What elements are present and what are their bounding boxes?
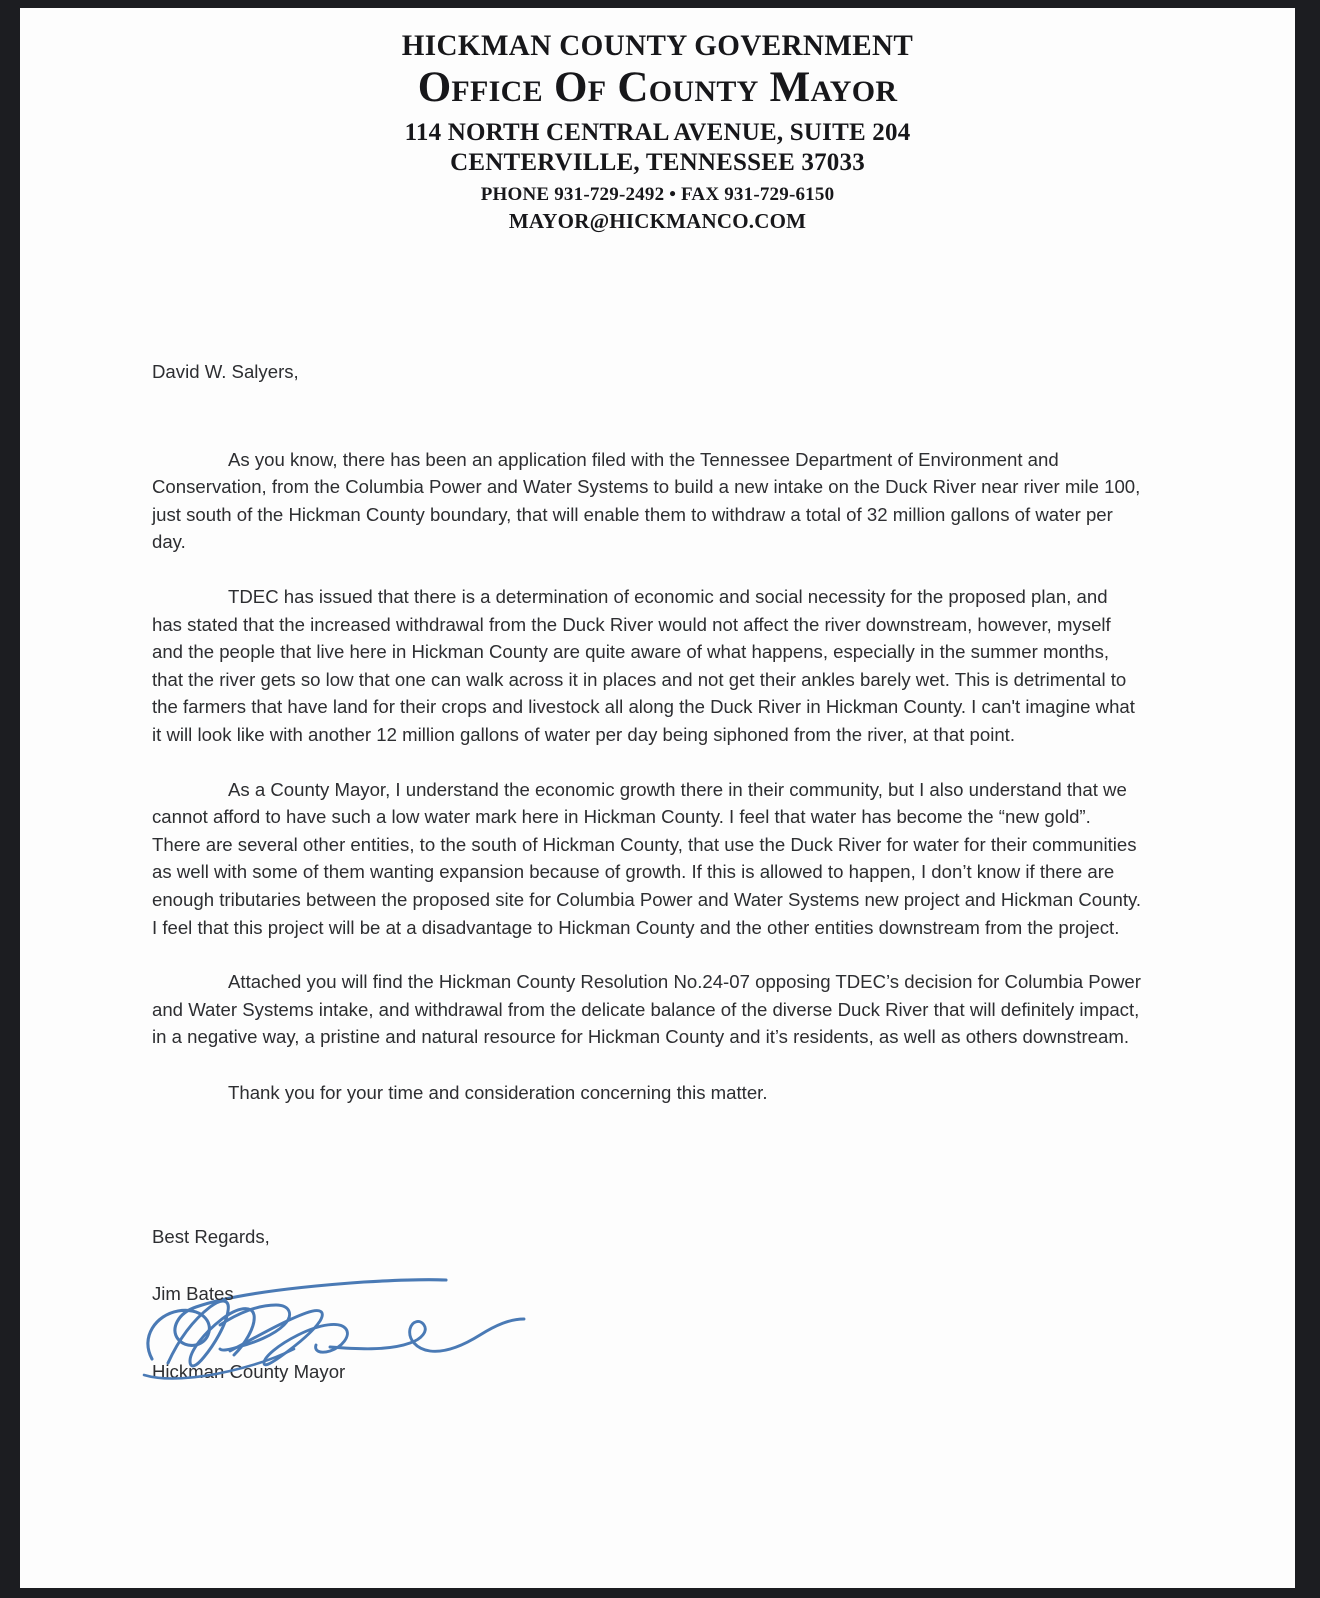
body-paragraph-3: As a County Mayor, I understand the economic growth there in their community, but I also understand that we cannot afford to have such a low water mark here in Hickman County. I feel that water has become the “new gold”. There are several other entities, to the south of Hickman County, that use the Duck River for water for their communities as well with some of them wanting expansion because of growth. If this is allowed to happen, I don’t know if there are enough tributaries between the proposed site for Columbia Power and Water Systems new project and Hickman County. I feel that this project will be at a disadvantage to Hickman County and the other entities downstream from the project. bbox=[152, 778, 1142, 938]
letterhead-address-line1: 114 NORTH CENTRAL AVENUE, SUITE 204 bbox=[404, 118, 911, 146]
letterhead-office-title: Office Of County Mayor bbox=[417, 64, 898, 112]
signer-title: Hickman County Mayor bbox=[152, 1361, 346, 1382]
body-paragraph-4: Attached you will find the Hickman County Resolution No.24-07 opposing TDEC’s decision for Columbia Power and Water Systems intake, and withdrawal from the delicate balance of the diverse Duck River that will definitely impact, in a negative way, a pristine and natural resource for Hickman County and it’s residents, as well as others downstream. bbox=[152, 971, 1141, 1048]
salutation: David W. Salyers, bbox=[152, 361, 299, 382]
letter-page bbox=[20, 8, 1295, 1588]
letterhead bbox=[20, 8, 1295, 233]
signature-block bbox=[152, 1223, 852, 1382]
signer-name: Jim Bates bbox=[152, 1282, 234, 1304]
letterhead-organization: HICKMAN COUNTY GOVERNMENT bbox=[401, 29, 914, 62]
body-paragraph-1: As you know, there has been an application filed with the Tennessee Department of Environment and Conservation, from the Columbia Power and Water Systems to build a new intake on the Duck River near river mile 100, just south of the Hickman County boundary, that will enable them to withdraw a total of 32 million gallons of water per day. bbox=[152, 448, 1141, 553]
letterhead-phone-fax: PHONE 931-729-2492 • FAX 931-729-6150 bbox=[480, 183, 835, 205]
letterhead-address-line2: CENTERVILLE, TENNESSEE 37033 bbox=[450, 148, 865, 176]
letterhead-email: MAYOR@HICKMANCO.COM bbox=[508, 208, 807, 233]
letter-body bbox=[152, 358, 1142, 1106]
page-surface bbox=[20, 8, 1295, 1588]
body-paragraph-2: TDEC has issued that there is a determination of economic and social necessity for the proposed plan, and has stated that the increased withdrawal from the Duck River would not affect the river downstream, however, myself and the people that live here in Hickman County are quite aware of what happens, especially in the summer months, that the river gets so low that one can walk across it in places and not get their ankles barely wet. This is detrimental to the farmers that have land for their crops and livestock all along the Duck River in Hickman County. I can't imagine what it will look like with another 12 million gallons of water per day being siphoned from the river, at that point. bbox=[152, 585, 1135, 745]
closing-thank-you-line: Thank you for your time and consideration concerning this matter. bbox=[228, 1081, 768, 1103]
closing-salutation: Best Regards, bbox=[152, 1226, 270, 1247]
